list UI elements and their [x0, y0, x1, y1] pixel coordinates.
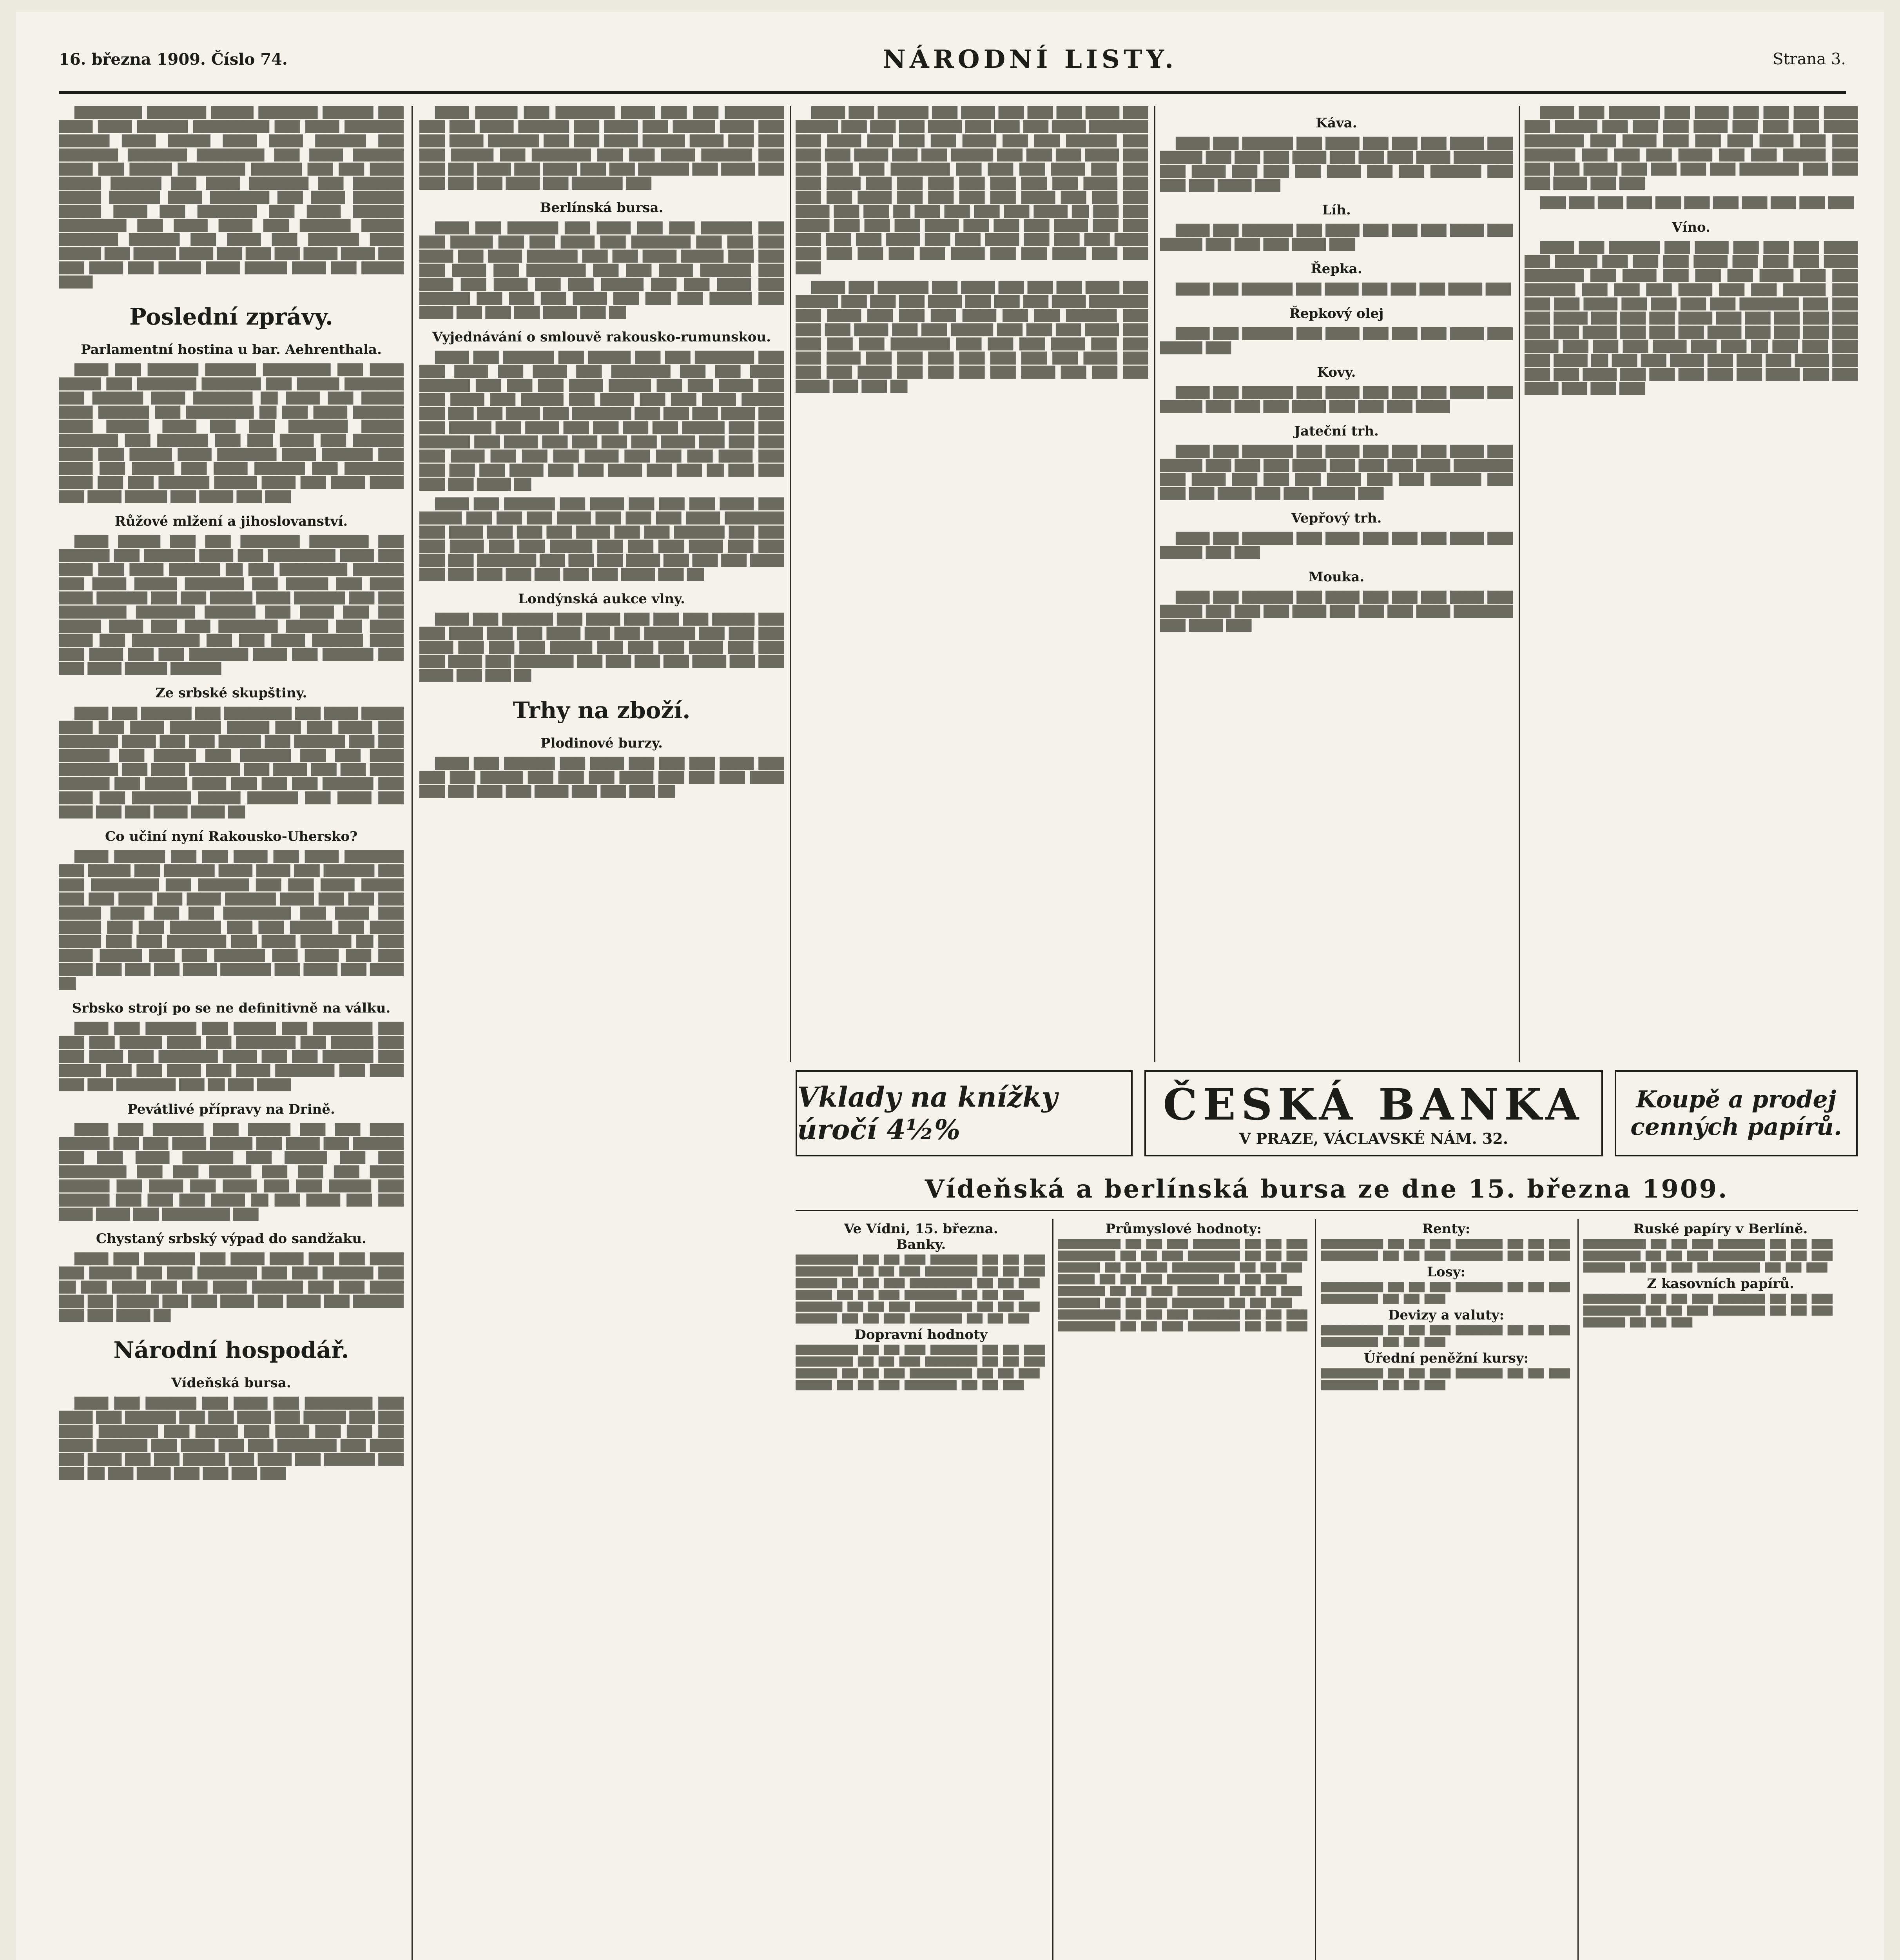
ad-vklady: Vklady na knížky úročí 4½% — [796, 1070, 1133, 1156]
table-rows: ████████████ ███ ███ ████ █████████ ███ ███ ████ ███████████ ███ ███ ████ ██████████ ███ ███ ████ ████████ ███ ███ ████ ████████████ ███ ███ ████ — [1583, 1240, 1833, 1273]
table-section: Dopravní hodnoty — [854, 1327, 988, 1343]
article-heading: Chystaný srbský výpad do sandžaku. — [96, 1231, 367, 1247]
table-rows: ████████████ ███ ███ ████ █████████ ███ ███ ████ ███████████ ███ ███ ████ — [1321, 1326, 1570, 1347]
bursa-title: Vídeňská a berlínská bursa ze dne 15. března 1909. — [796, 1168, 1858, 1211]
text-block: ███ ███ ███ ███ ███ ███ ███ ███ ███ ███ ███ — [1540, 196, 1854, 209]
ad-ceska-banka — [1144, 1070, 1603, 1156]
text-block: ████ ███ ██████ ███ █████ ███ ███ ███████ ███ ███ ████ ███ ████ ███ ███████ ███ ███ ████ ██████ ███ ███ ███ ████ █████ ███ ███ ████ ███ ███ ████ ███ █████ ███ ████ ███ ███ ████ █████ ███ ███ ███ ████ ███ ███████ ███ ███ ███ ████ ███ ███ █████ ███ ████ ███ ███ ███ ███ █████ ███ ███ ██████ ███ ████ ███ ███ ███ ███ ████ ███ ███ ███ ███ ████ ███ ███ ███ ████ ███ ███ ███ ████ ███ ███ ███ ███ ████ ███ ███ ████ ███ ███ ██ ███ ███ ███ ███ ████ ██ — [419, 351, 784, 491]
article-heading: Kovy. — [1317, 365, 1356, 380]
table-section: Z kasovních papírů. — [1647, 1276, 1794, 1292]
text-block: ████ ███ ██████ ███ ████ ███ ███ ███ ████ ███ █████ ███ ███ ███ ████ ███ ███ ███ ████ ███████ ███ ████ ███ ███ ███ ████ ███ ███ ██████ ███ ███ ███ ████ ███ ███ █████ ███ ███ ███ ████ ███ ███ ███ ███ ███████ ███ ███ ███ ████ ███ ███ ███ ████ ███ ███ ███ ███ ███ ███ ███ ████ ███ ███ ███ ████ ███ ███ ███ ███ ████ ███ ███ ███ ████ ███ ███ ██ — [796, 281, 1148, 393]
ad-bank-address: V PRAZE, VÁCLAVSKÉ NÁM. 32. — [1239, 1130, 1508, 1147]
table-section: Devizy a valuty: — [1388, 1307, 1504, 1323]
table-section: Ruské papíry v Berlíně. — [1633, 1221, 1808, 1237]
article-heading: Víno. — [1672, 220, 1710, 235]
text-block: ████ ███ ██████ ███ ████ ███ ███ ███ ████ ███ █████ ███ ███ ███ ████ ███ ███ ███ ████ ███████ ███ ████ ███ ███ ███ ████ ███ ███ ██████ ███ ███ ███ ████ ███ — [1160, 137, 1513, 192]
page-label: Strana 3. — [1773, 50, 1846, 68]
column-rule — [1577, 1219, 1579, 1960]
table-rows: ████████████ ███ ███ ████ █████████ ███ ███ ████ ███████████ ███ ███ ████ ██████████ ███ ███ ████ — [1321, 1240, 1570, 1261]
column-4 — [1160, 106, 1513, 1062]
text-block: ████ ███ ██████ ███ ████ ████ ███ ███ ████ ███ █████ ███ ███ ███████ ███ ███ ██████ ███ ██ ███ ████ ███ ███ ████ ██████ ███ ███ ████ ███ ███ █████ ███ ███ ████ ███ ████ ███ ██████ ███ ███ ████ ██ — [59, 1252, 404, 1322]
text-block: ████ ███ ██████ ███ ████ ███ ███ ███ ████ ███ █████ ███ ███ ███ ████ ███ ███ ███ ████ — [1160, 386, 1513, 413]
newspaper-title: NÁRODNÍ LISTY. — [883, 44, 1178, 74]
text-block: ████ ███ ██████ ███ ████ ███ ███ ███ ████ ███ █████ ███ ███ — [1160, 532, 1513, 559]
article-heading: Káva. — [1316, 115, 1357, 131]
article-heading: Růžové mlžení a jihoslovanství. — [114, 514, 348, 529]
article-heading: Parlamentní hostina u bar. Aehrenthala. — [81, 342, 382, 358]
article-heading: Co učiní nyní Rakousko-Uhersko? — [105, 829, 358, 844]
ad-bank-name: ČESKÁ BANKA — [1163, 1079, 1585, 1130]
column-3 — [796, 106, 1148, 1062]
article-heading: Srbsko strojí po se ne definitivně na válku. — [72, 1000, 391, 1016]
text-block: ████ ███ ██████ ███ ████ ███ ███ ███ ████ ███ █████ ███ ███ ███ ████ ███ ███ ███ ████ ███████ ███ ████ ███ — [1160, 591, 1513, 632]
text-block: ████ ██████ ███ ███ ████ ███ ████ ███████ ███ █████ ███ ██████ ████ ████ ███ ██████ ███ ███ ████████ ███ ██████ ███ ███ ████ █████ ███ ███ ████ ███ ████ ██████ ████ ███ ███ ███ █████ ████ ███ ███ ████████ ███ ████ ███ █████ ███ ███ ██████ ███ ███ █████ ███ ████ █████ ███ ███ ███████ ███ ████ ██████ ██ ███ ████ █████ ███ ███ ██████ ███ ████ ███ ███ ████ ███ ███ ███ ████ ██████ ███ ████ ███ ████ ██ — [59, 850, 404, 990]
column-rule — [1519, 106, 1520, 1062]
newspaper-page — [16, 12, 1884, 1960]
text-block: ████ ███ ██████ ███ ████████ ███ ████ █████ ████ ███ ████ ██████ █████ ███ ███ ████ ███ ███████ ████ ███ ███ █████ ███ ██████ ███ ███ ██████ ███ █████ ███ ██████ ███ ███ ████ ███████ ███ ████ ██████ ███ ████ ███ ███ ████ ██████ ███ █████ ████ ███ ███ ███ ██████ ███ ████ ███ ███████ █████ ██████ ███ ████ ███ ████ ███ ███ ████ ████ ██ — [59, 707, 404, 818]
text-block: ████ ███ ██████ ███ ████ ███ ███ ███ █████ ███ ███ ████ ███ ███ ████ ███ ███ ██████ ███ ███ ███ ████ ███ ███ ███ █████ ███ ███ ███ ████ ███ ███ ███ ████ ███ ███████ ███ ███ ███ ███ ████ ███ ███ ████ ███ ███ ██ — [419, 613, 784, 682]
text-block: ████ ███ ██████ ███ █████ ███ ███ ████ ██████ ███ ███ ████ █████ ███ ████ ███ ██████ ███ ███ ████ ██████ ███ █████ ███ ███ ████████ ███ ███ █████ ███ ███ ███ ████ ██████ ███ ████ ███ ████ ███ ███ █████ ███ ██████ ███ ███ ███ ████ ██ ███ ████ ███ ███ ████ ████ ███ ████████ ███ — [59, 1123, 404, 1221]
table-section: Průmyslové hodnoty: — [1105, 1221, 1262, 1237]
text-block: ████ ███ ██████ ███ ████ ███ ███ ███ ████ ███ — [1176, 283, 1511, 296]
section-heading: Poslední zprávy. — [129, 303, 333, 330]
table-rows: ████████████ ███ ███ ████ █████████ ███ ███ ████ ███████████ ███ ███ ████ ██████████ ███ ███ ████ ████████ ███ ███ ████ ████████████ ███ ███ ████ ███████ ███ ███ ████ ██████████ ███ ███ ████ █████████ ███ ███ ████ ███████████ ███ ███ ████ ████████ ███ ███ ████ ██████████ ███ ███ ████ ████████████ ███ ███ ████ █████████ ███ ███ ████ ███████████ ███ ███ ████ ██████████ ███ ███ ████ — [1058, 1240, 1307, 1332]
issue-date: 16. března 1909. Číslo 74. — [59, 50, 288, 69]
column-rule — [412, 106, 413, 1960]
table-vienna-banks — [796, 1219, 1046, 1960]
table-section: Renty: — [1422, 1221, 1470, 1237]
article-heading: Vyjednávání o smlouvě rakousko-rumunskou. — [432, 329, 771, 345]
article-heading: Plodinové burzy. — [540, 735, 663, 751]
text-block: ████ ███ ██████ ███ ████ ███ ███ ███ ████ ███ █████ ███ ███ ███ ████ ███ ███ ███ ████ ███████ ███ ████ ███ ███ ███ ████ ███ ███ ██████ ███ ███ ███ ████ ███ ███ █████ ███ ███ ███ ████ ███ ███ ███ ███ ███████ ███ ███ ███ ████ ███ ███ ███ ████ ███ ███ ███ ███ ███ ███ ███ ████ ███ ███ ███ ████ ███ ███ ███ ███ ████ ███ ███ ███ ████ ███ ███ ██ ███ ███ ███ ███ ████ ██ ███ ███ ████ ███ ███ ███ ████ ███ ███ ███ ████ ███ ███ ███ ███ ███ ████ ███ ███ ████ ███ ███ ███ — [1525, 241, 1858, 395]
text-block: ████ ███ ██████ ███ ████ ███ ███ ███ ████ ███ █████ ███ ███ ███ ████ ███ ███ ███ ████ ███████ ███ ████ ███ ███ ███ ████ ███ ███ ██████ ███ ███ ███ ████ ███ ███ █████ ███ — [1160, 445, 1513, 500]
table-section: Banky. — [896, 1237, 946, 1252]
article-heading: Řepka. — [1311, 261, 1362, 277]
column-5 — [1525, 106, 1858, 1062]
column-rule — [1154, 106, 1155, 1062]
text-block: ████ ███ ██████ ███ ████ ███ ███ ███ ████ ███ █████ ███ ███ ███ ████ ███ — [1160, 224, 1513, 251]
text-block: ████ █████ ███ ███████ ████ ███ ███ ███████ ███ ███ ████ ██████ ███ ████ ███ █████ ████ ███ ███ ████ ██████ ███ ███ ████ █████ ████ ███ ███ ███ █████ ███ ███████ ███ ███ ████ ██████ ███ ███ ███ ████ ███ ████ ███ ███ ██████ ███ ████ ███ ███ ███ ███ ████ ███ ██████ ███ — [419, 106, 784, 190]
text-block: ████ ███ ██████ ███ ████ ███ ███ ███ ████ ███ ███ ███ █████ ███ ███ ███ ████ ███ ███ ███ ████ ███ ███ ███ ███ ████ ███ ███ ███ ██ — [419, 757, 784, 798]
column-rule — [1315, 1219, 1316, 1960]
text-block: ████ ███ ██████ ██████ ████████ ███ ████ █████ ███ ███████ ███████ ███ █████ ███████ ███ ██████ ████ ███████ ██ ████ ███ █████ ████ ██████ ███ ████████ ██ ███ ████ ██████ ████ █████ ████ ███ ███ ███████ █████ ███████ ███ ██████ ███ ███ ████ ███ ██████ ████ ███ █████ ████ ███████ ████ ██████ ███ ████ ███ █████ ███ ████ ██████ ███ ███████ ████ ███ ███ ██████ █████ ████ ███ ████ ████ ███ ████ █████ ███ ████ ███ ███ — [59, 363, 404, 503]
article-heading: Berlínská bursa. — [540, 200, 664, 216]
article-heading: Řepkový olej — [1289, 306, 1384, 321]
article-heading: Líh. — [1322, 202, 1351, 218]
table-rows: ████████████ ███ ███ ████ █████████ ███ ███ ████ ███████████ ███ ███ ████ ██████████ ███ ███ ████ ████████ ███ ███ ████ ████████████ ███ ███ ████ ███████ ███ ███ ████ ██████████ ███ ███ ████ — [796, 1345, 1045, 1390]
table-section: Úřední peněžní kursy: — [1363, 1350, 1529, 1366]
text-block: ████████ ███████ █████ ███████ ██████ ███ ████ ████ ██████ █████████ ███ ████ ███████ ██████ ████ █████ ████ ████ ██████ ███ ███████ ███████ ████████ ███ ████ ██████ ████ ███ █████ ████████ ██████ ███ ███ ████ █████ ██████ ███ ████ ███████ ███ ██████ █████ ██████ ████ ███████ ███ ████ ██████ █████ ████ ███ ███████ ███ ████ ██████ ████████ ███ ████ ████ ███ ██████ █████ ███████ ██████ ███ ████ ███ ██████ ████ █████ ███ █████ ████ ███ ███ ███ ████ ████ ███ ███ ████ ███ █████ ████ █████ ████ ███ █████ ████ — [59, 106, 404, 289]
article-heading: Ze srbské skupštiny. — [155, 685, 307, 701]
article-heading: Pevátlivé přípravy na Drině. — [127, 1102, 335, 1117]
article-heading: Londýnská aukce vlny. — [518, 591, 685, 607]
table-industrial — [1058, 1219, 1309, 1960]
table-berlin — [1583, 1219, 1858, 1960]
table-rows: ████████████ ███ ███ ████ █████████ ███ ███ ████ ███████████ ███ ███ ████ — [1321, 1369, 1570, 1390]
text-block: ████ ███ ██████ ███ █████ ███ ███████ ███ ███ ███ █████ ████ ███ ███████ ███ █████ ███ ███ ████ ███ ███████ ████ ███ ███ ██████ ███ █████ ███ ███ ████ ███ ████ ███████ ███ ████ ███ ███ ███████ ███ ██ ███ ████ — [59, 1022, 404, 1091]
text-block: ████ ███ ██████ ███ ████ ███ ███ ███ ████ ███ █████ ███ — [1160, 327, 1513, 354]
article-heading: Vídeňská bursa. — [171, 1375, 291, 1391]
page-header — [59, 27, 1846, 94]
table-rows: ████████████ ███ ███ ████ █████████ ███ ███ ████ ███████████ ███ ███ ████ ██████████ ███ ███ ████ ████████ ███ ███ ████ ████████████ ███ ███ ████ ███████ ███ ███ ████ ██████████ ███ ███ ████ █████████ ███ ███ ████ ███████████ ███ ███ ████ ████████ ███ ███ ████ ██████████ ███ ███ ████ — [796, 1255, 1045, 1324]
text-block: ████ ███ ██████ ███ ████ ███ ███ ██████ ███ ███ █████ ███ ███ ████ ███ ███████ ███ ███ ███ ████ ███ ████ ██████ ███ ███ ████ █████ ███ ███ ███ ████ ███ ███████ ███ ███ ████ ██████ ███ ████ ███ ████ ███ ███ █████ ███ ███ ████ ███ ██████ ███ ███ ███ ████ ███ ███ ███ █████ ███ ████ ███ ███ ███ ████ ███ ██ — [419, 221, 784, 319]
section-heading: Národní hospodář. — [113, 1337, 349, 1363]
table-title: Ve Vídni, 15. března. — [844, 1221, 998, 1237]
text-block: ████ █████ ███ ███ ███████ ███████ ███ ██████ ███ ██████ ████ ███ ████████ ████ ███ ████ ███ ████ ██████ ██ ███ ████████ ██████ ███ ████ █████ ███████ ███ █████ ███ ████ ████ ██████ ███ ███ █████ ████ ██████ ███ ███ ████████ ███████ ██████ ███ ████ ███ ███ █████ ████ ███ ███ ███████ █████ ███ ████ ████ ███ ████████ ███ ███ ████ ██████ ████ ███ ████ ███ ███ ███████ ████ ███ ██████ ███ ███ ████ █████ ██████ — [59, 535, 404, 675]
column-1 — [59, 106, 404, 1960]
text-block: ████ ███ ██████ ███ ████ ███ ████████ ███ ████ ███ ██████ ███ ███ ████ ███ █████ ███ ███ ████ ███████ ███ █████ ███ ████ ███ ███ ███ ████ ██████ ███ ████ ███ ███ ███████ ███ ████ ███ ████ ███ ███ █████ ███ ████ ███ ██████ ███ ███ ██ ███ ████ ███ ███ ███ ███ — [59, 1397, 404, 1480]
column-rule — [790, 106, 791, 1062]
table-rows: ████████████ ███ ███ ████ █████████ ███ ███ ████ ███████████ ███ ███ ████ ██████████ ███ ███ ████ ████████ ███ ███ ████ — [1583, 1294, 1833, 1328]
article-heading: Jateční trh. — [1294, 423, 1379, 439]
text-block: ████ ███ ██████ ███ ████ ███ ███ ███ ████ ███ █████ ███ ███ ███ ████ ███ ███ ███ ████ ███████ ███ ████ ███ ███ ███ ████ ███ ███ ██████ ███ ███ ███ ████ ███ ███ █████ ███ ███ ███ ████ ███ ███ ███ ███ ███████ ███ ███ ███ ████ ███ ███ ███ ████ ███ ███ ███ ███ ███ ███ ███ ████ ███ ███ ███ ████ ███ ███ ███ ███ ████ ███ ███ ███ ████ ███ ███ ██ ███ ███ ███ ███ ████ ██ ███ ███ ████ ███ ███ ███ ████ ███ ███ ███ ████ ███ ███ ███ ███ ███ ████ ███ ███ ████ ███ ███ ███ ████ ███ ███ ███ ███ ███ ████ ███ ███ ████ ███ ███ ███ — [796, 106, 1148, 274]
ad-koupe-prodej: Koupě a prodej cenných papírů. — [1615, 1070, 1858, 1156]
column-rule — [1052, 1219, 1053, 1960]
article-heading: Mouka. — [1308, 569, 1365, 585]
table-rents — [1321, 1219, 1572, 1960]
text-block: ████ ███ ██████ ███ ████ ███ ███ ███ ████ ███ █████ ███ ███ ███ ████ ███ ███ ███ ████ ███████ ███ ████ ███ ███ ███ ████ ███ ███ ██████ ███ ███ ███ ████ ███ ███ █████ ███ ███ ███ ████ ███ ███ ███ ███ ███████ ███ ███ ███ ████ ███ ███ — [1525, 106, 1858, 190]
section-heading: Trhy na zboží. — [513, 697, 691, 724]
article-heading: Vepřový trh. — [1291, 510, 1382, 526]
table-rows: ████████████ ███ ███ ████ █████████ ███ ███ ████ ███████████ ███ ███ ████ — [1321, 1283, 1570, 1304]
table-section: Losy: — [1427, 1264, 1466, 1280]
text-block: ████ ███ ██████ ███ ████ ███ ███ ███ ████ ███ █████ ███ ███ ███ ████ ███ ███ ███ ████ ███████ ███ ████ ███ ███ ███ ████ ███ ███ ██████ ███ ███ ███ ████ ███ ███ █████ ███ ███ ███ ████ ███ ███ ███ ███ ███████ ███ ███ ███ ████ ███ ███ ███ ████ ███ ███ ███ ███ ███ ███ ███ ████ ███ ██ — [419, 497, 784, 581]
column-2 — [419, 106, 784, 1960]
